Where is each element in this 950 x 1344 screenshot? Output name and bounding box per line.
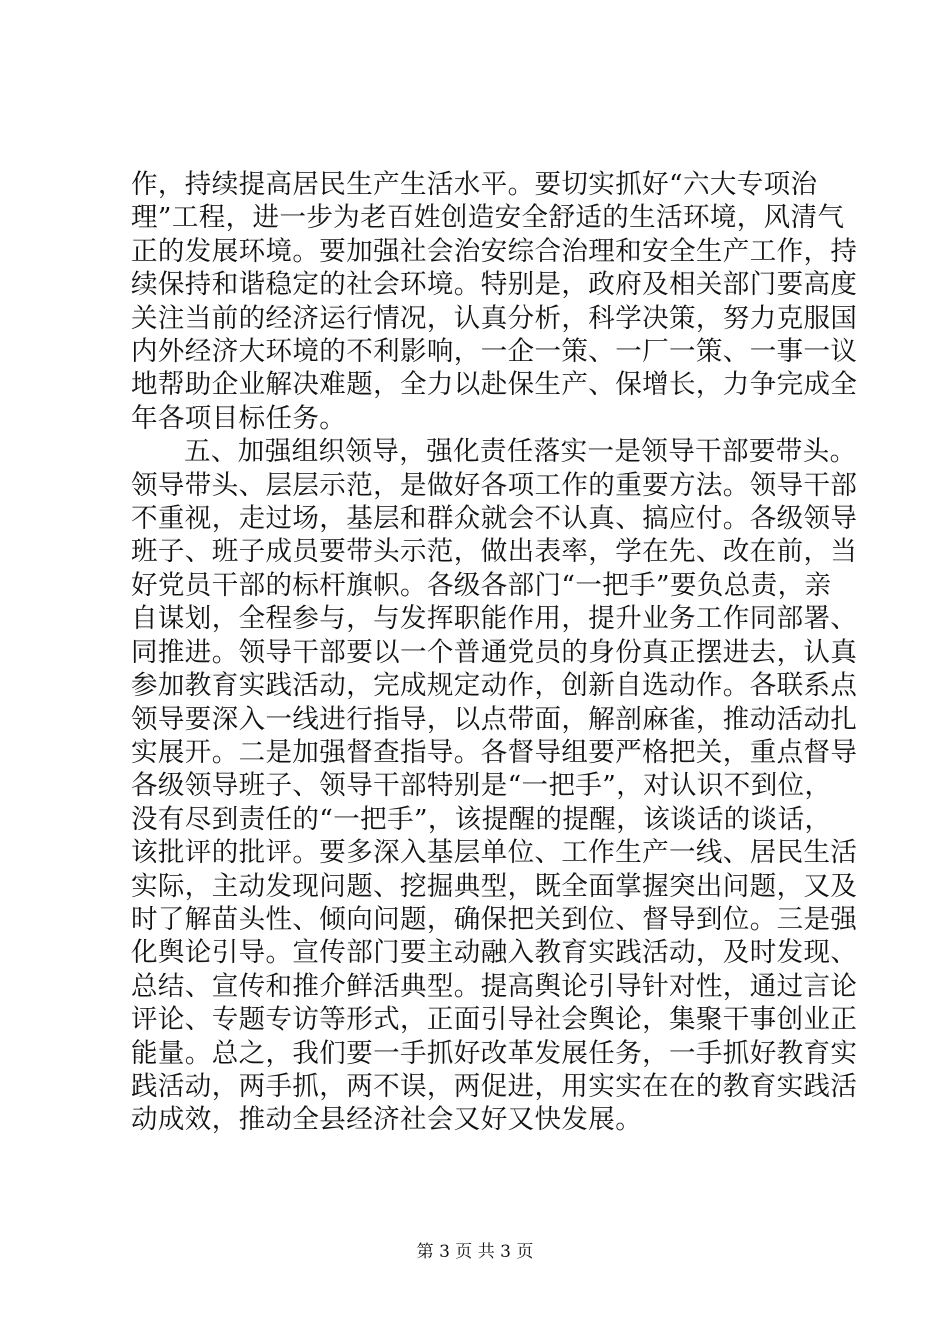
text-line: 参加教育实践活动，完成规定动作，创新自选动作。各联系点 — [131, 670, 858, 702]
text-line: 好党员干部的标杆旗帜。各级各部门“一把手”要负总责，亲 — [131, 569, 832, 601]
text-line: 能量。总之，我们要一手抓好改革发展任务，一手抓好教育实 — [131, 1037, 858, 1069]
text-line: 续保持和谐稳定的社会环境。特别是，政府及相关部门要高度 — [131, 269, 858, 301]
text-line: 践活动，两手抓，两不误，两促进，用实实在在的教育实践活 — [131, 1070, 858, 1102]
text-line: 实展开。二是加强督查指导。各督导组要严格把关，重点督导 — [131, 736, 858, 768]
text-line: 动成效，推动全县经济社会又好又快发展。 — [131, 1104, 643, 1136]
page-footer — [0, 1241, 950, 1263]
section-heading-line: 五、加强组织领导，强化责任落实一是领导干部要带头。 — [184, 436, 857, 468]
document-body — [131, 168, 858, 1137]
text-line: 地帮助企业解决难题，全力以赴保生产、保增长，力争完成全 — [131, 369, 858, 401]
text-line: 时了解苗头性、倾向问题，确保把关到位、督导到位。三是强 — [131, 903, 858, 935]
text-line: 年各项目标任务。 — [131, 402, 347, 434]
text-line: 自谋划，全程参与，与发挥职能作用，提升业务工作同部署、 — [131, 603, 858, 635]
text-line: 不重视，走过场，基层和群众就会不认真、搞应付。各级领导 — [131, 503, 858, 535]
text-line: 该批评的批评。要多深入基层单位、工作生产一线、居民生活 — [131, 837, 858, 869]
text-line: 各级领导班子、领导干部特别是“一把手”，对认识不到位， — [131, 770, 832, 802]
page-number-label: 第 3 页 共 3 页 — [416, 1242, 534, 1262]
text-line: 化舆论引导。宣传部门要主动融入教育实践活动，及时发现、 — [131, 937, 858, 969]
text-line: 领导带头、层层示范，是做好各项工作的重要方法。领导干部 — [131, 469, 858, 501]
text-line: 正的发展环境。要加强社会治安综合治理和安全生产工作，持 — [131, 235, 858, 267]
text-line: 实际，主动发现问题、挖掘典型，既全面掌握突出问题，又及 — [131, 870, 858, 902]
text-line: 内外经济大环境的不利影响，一企一策、一厂一策、一事一议 — [131, 336, 858, 368]
text-line: 理”工程，进一步为老百姓创造安全舒适的生活环境，风清气 — [131, 202, 845, 234]
text-line: 作，持续提高居民生产生活水平。要切实抓好“六大专项治 — [131, 169, 818, 200]
text-line: 没有尽到责任的“一把手”，该提醒的提醒，该谈话的谈话， — [131, 803, 832, 835]
text-line: 评论、专题专访等形式，正面引导社会舆论，集聚干事创业正 — [131, 1004, 858, 1036]
text-line: 关注当前的经济运行情况，认真分析，科学决策，努力克服国 — [131, 302, 858, 334]
text-line: 同推进。领导干部要以一个普通党员的身份真正摆进去，认真 — [131, 636, 858, 668]
text-line: 班子、班子成员要带头示范，做出表率，学在先、改在前，当 — [131, 536, 858, 568]
text-line: 总结、宣传和推介鲜活典型。提高舆论引导针对性，通过言论 — [131, 970, 858, 1002]
text-line: 领导要深入一线进行指导，以点带面，解剖麻雀，推动活动扎 — [131, 703, 858, 735]
